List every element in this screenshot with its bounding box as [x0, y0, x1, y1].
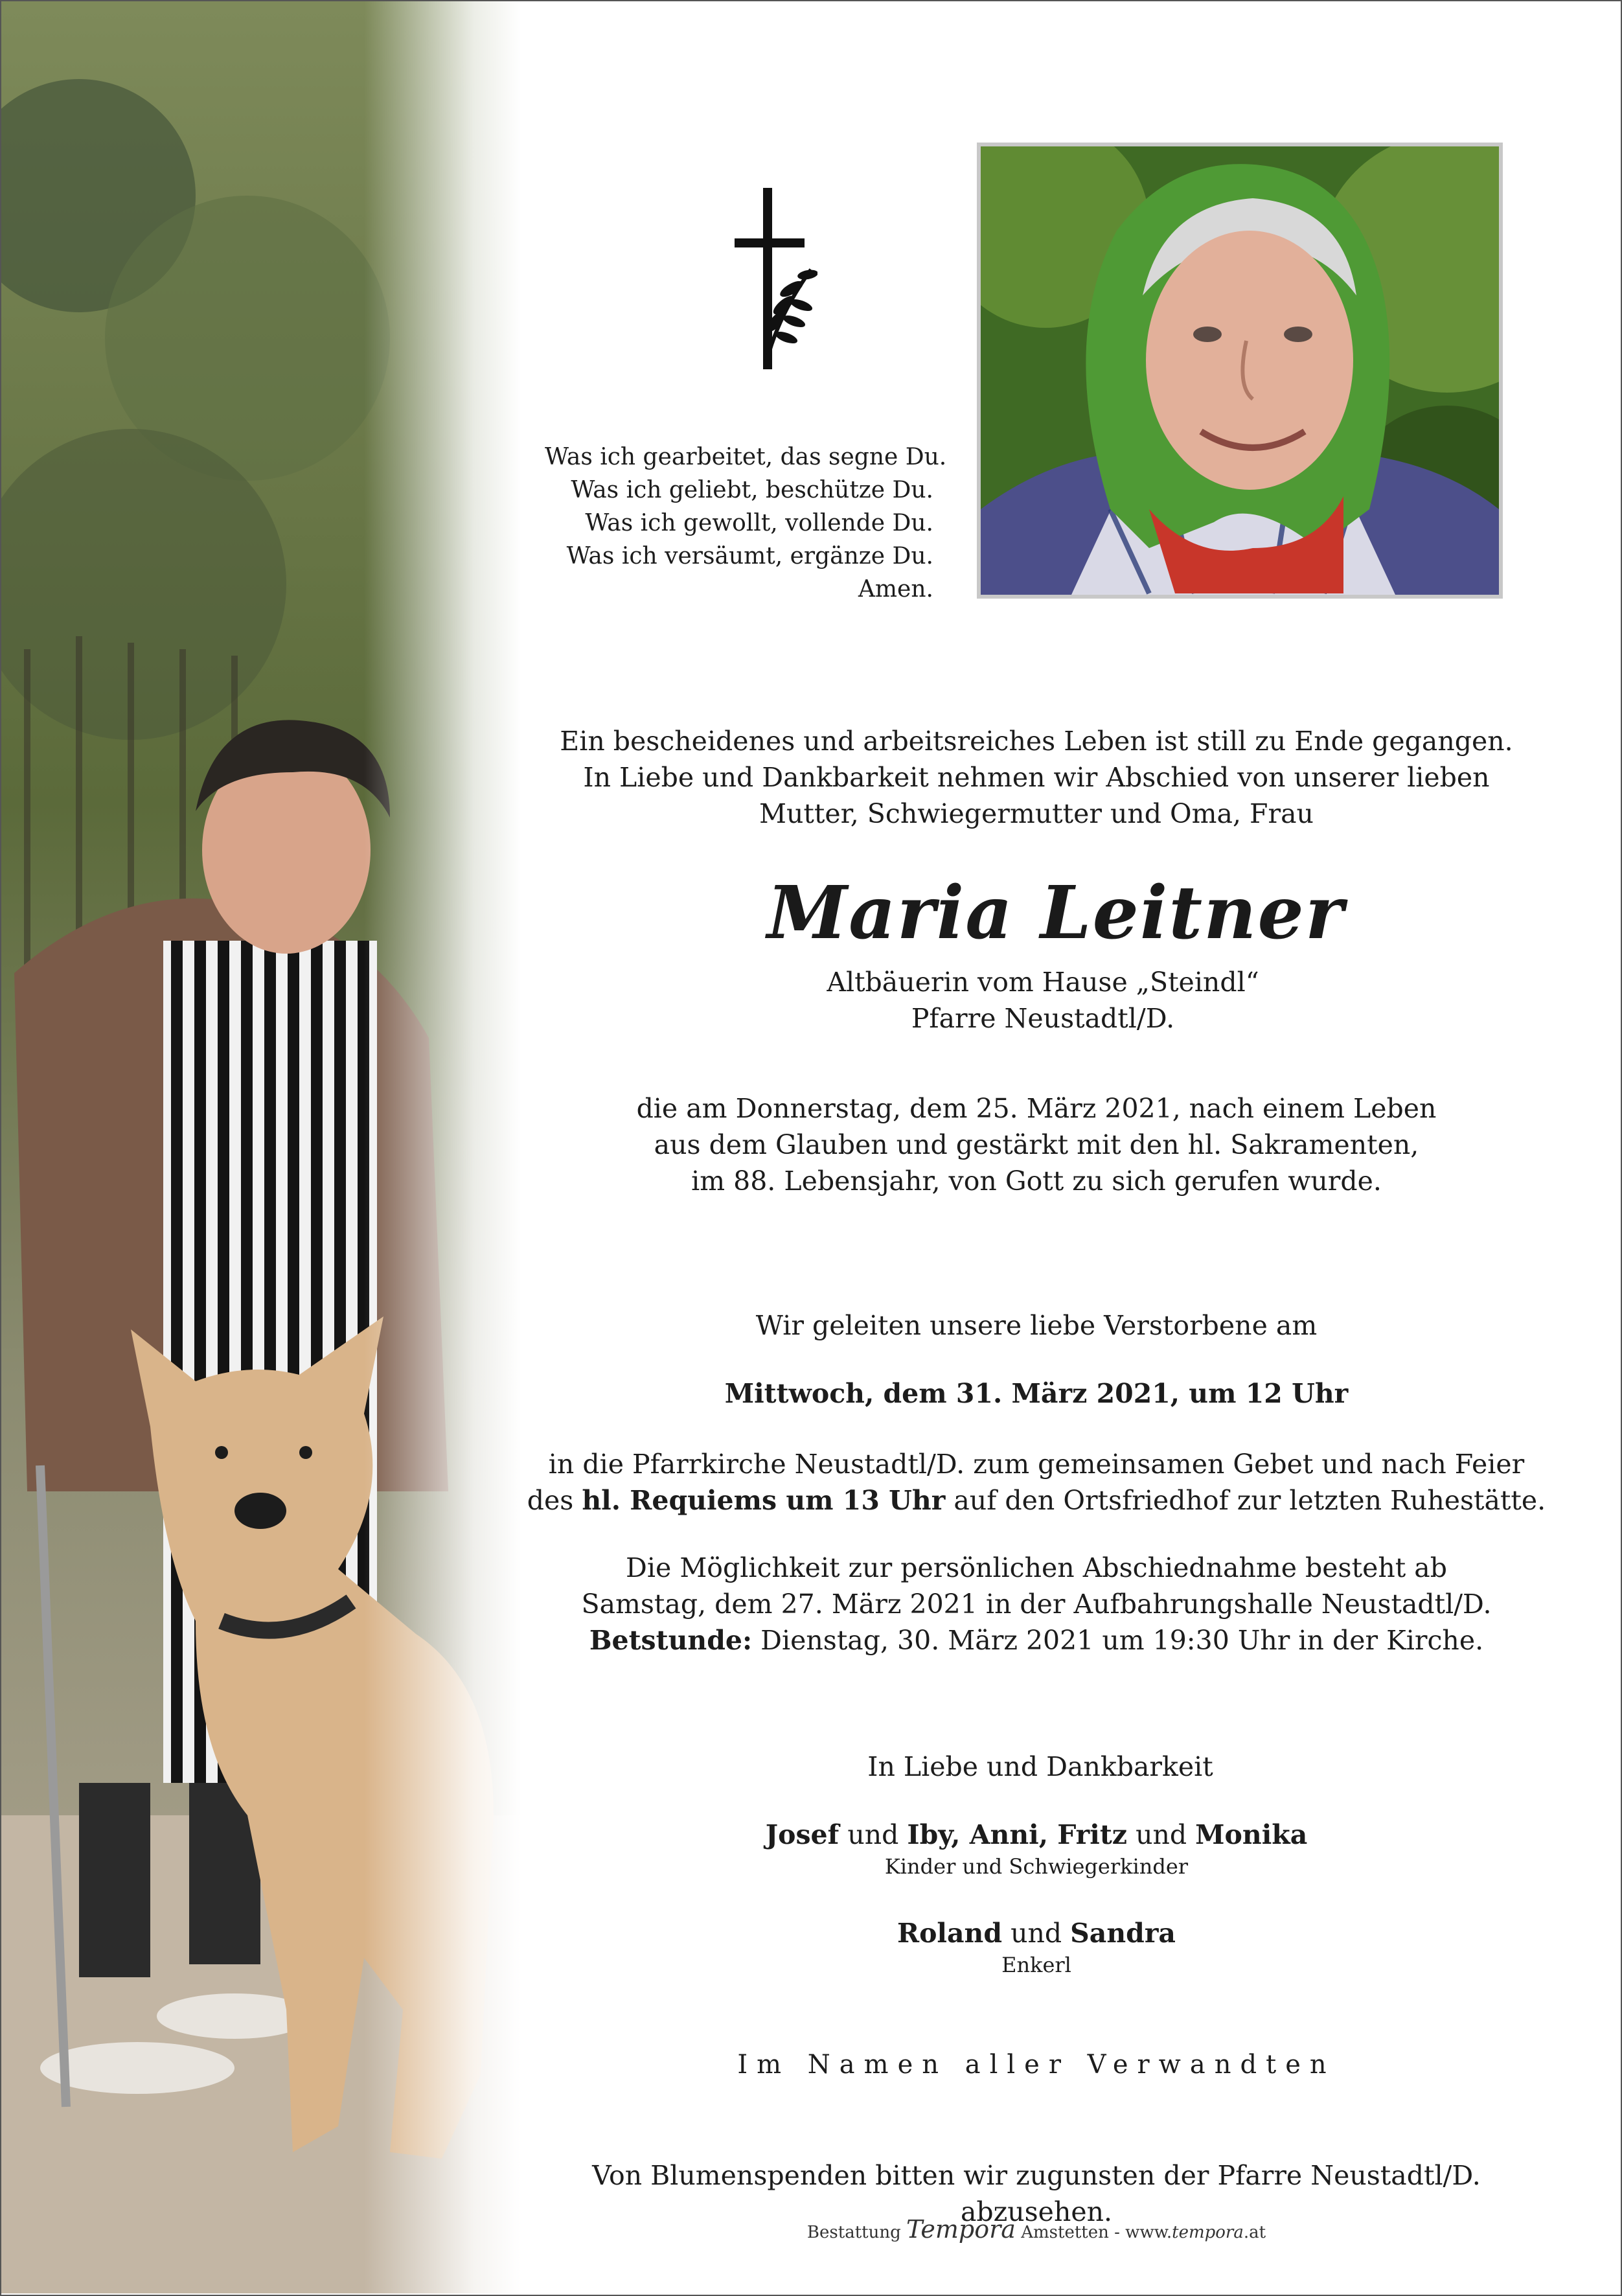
child-name: Josef [765, 1819, 840, 1850]
grandchildren-role: Enkerl [1001, 1953, 1071, 1977]
funeral-details [518, 1446, 1555, 1519]
subtitle [525, 964, 1561, 1037]
funeral-line [518, 1482, 1555, 1519]
relatives-line: Im Namen aller Verwandten [737, 2050, 1336, 2080]
children-names [518, 1817, 1555, 1853]
betstunde-label: Betstunde: [589, 1625, 753, 1656]
brand-logo: Tempora [906, 2215, 1016, 2244]
portrait-photo [977, 143, 1503, 599]
prayer-line: Was ich gearbeitet, das segne Du. [545, 444, 947, 470]
conjunction: und [839, 1819, 908, 1850]
deceased-name: Maria Leitner [767, 871, 1345, 956]
footer-post: .at [1243, 2223, 1266, 2242]
farewell-line: Samstag, dem 27. März 2021 in der Aufbahrungshalle Neustadtl/D. [581, 1589, 1492, 1620]
footer-brand2: tempora [1172, 2223, 1244, 2242]
farewell-info [518, 1550, 1555, 1659]
death-line: die am Donnerstag, dem 25. März 2021, nach einem Leben [636, 1093, 1437, 1124]
funeral-post: auf den Ortsfriedhof zur letzten Ruhestätte. [945, 1485, 1546, 1516]
conjunction: und [1127, 1819, 1196, 1850]
footer-mid: Amstetten - www. [1015, 2223, 1172, 2242]
footer-pre: Bestattung [806, 2223, 907, 2242]
intro-line: In Liebe und Dankbarkeit nehmen wir Abschied von unserer lieben [583, 762, 1490, 793]
grandchildren-names [518, 1915, 1555, 1951]
funeral-pre: des [527, 1485, 582, 1516]
funeral-line: in die Pfarrkirche Neustadtl/D. zum gemeinsamen Gebet und nach Feier [548, 1449, 1525, 1480]
funeral-intro: Wir geleiten unsere liebe Verstorbene am [755, 1310, 1318, 1341]
child-name: Iby, Anni, Fritz [907, 1819, 1128, 1850]
child-name: Monika [1195, 1819, 1308, 1850]
subtitle-line: Altbäuerin vom Hause „Steindl“ [827, 967, 1259, 998]
subtitle-line: Pfarre Neustadtl/D. [911, 1003, 1175, 1034]
betstunde-line [518, 1622, 1555, 1659]
prayer-line: Amen. [858, 576, 933, 603]
requiem-time: hl. Requiems um 13 Uhr [582, 1485, 946, 1516]
closing-line: In Liebe und Dankbarkeit [867, 1751, 1213, 1782]
flowers-note: Von Blumenspenden bitten wir zugunsten der Pfarre Neustadtl/D. abzusehen. [592, 2160, 1481, 2227]
death-notice [518, 1090, 1555, 1199]
prayer-verse [545, 441, 947, 606]
death-line: im 88. Lebensjahr, von Gott zu sich gerufen wurde. [691, 1165, 1382, 1197]
conjunction: und [1002, 1918, 1071, 1949]
prayer-line: Was ich versäumt, ergänze Du. [566, 543, 933, 569]
funeral-date: Mittwoch, dem 31. März 2021, um 12 Uhr [724, 1378, 1349, 1409]
prayer-line: Was ich geliebt, beschütze Du. [571, 477, 933, 503]
prayer-line: Was ich gewollt, vollende Du. [585, 510, 933, 536]
intro-line: Ein bescheidenes und arbeitsreiches Leben ist still zu Ende gegangen. [560, 726, 1513, 757]
grandchild-name: Roland [897, 1918, 1003, 1949]
farewell-line: Die Möglichkeit zur persönlichen Abschiednahme besteht ab [626, 1552, 1447, 1583]
intro-line: Mutter, Schwiegermutter und Oma, Frau [759, 798, 1314, 829]
funeral-home-footer [518, 2215, 1555, 2244]
betstunde-text: Dienstag, 30. März 2021 um 19:30 Uhr in der Kirche. [752, 1625, 1484, 1656]
grandchild-name: Sandra [1070, 1918, 1176, 1949]
cross-icon [727, 185, 817, 373]
photo-fade [364, 1, 520, 2293]
children-role: Kinder und Schwiegerkinder [884, 1854, 1189, 1879]
left-photo [1, 1, 520, 2293]
intro-text [518, 723, 1555, 832]
death-line: aus dem Glauben und gestärkt mit den hl. Sakramenten, [654, 1129, 1419, 1160]
